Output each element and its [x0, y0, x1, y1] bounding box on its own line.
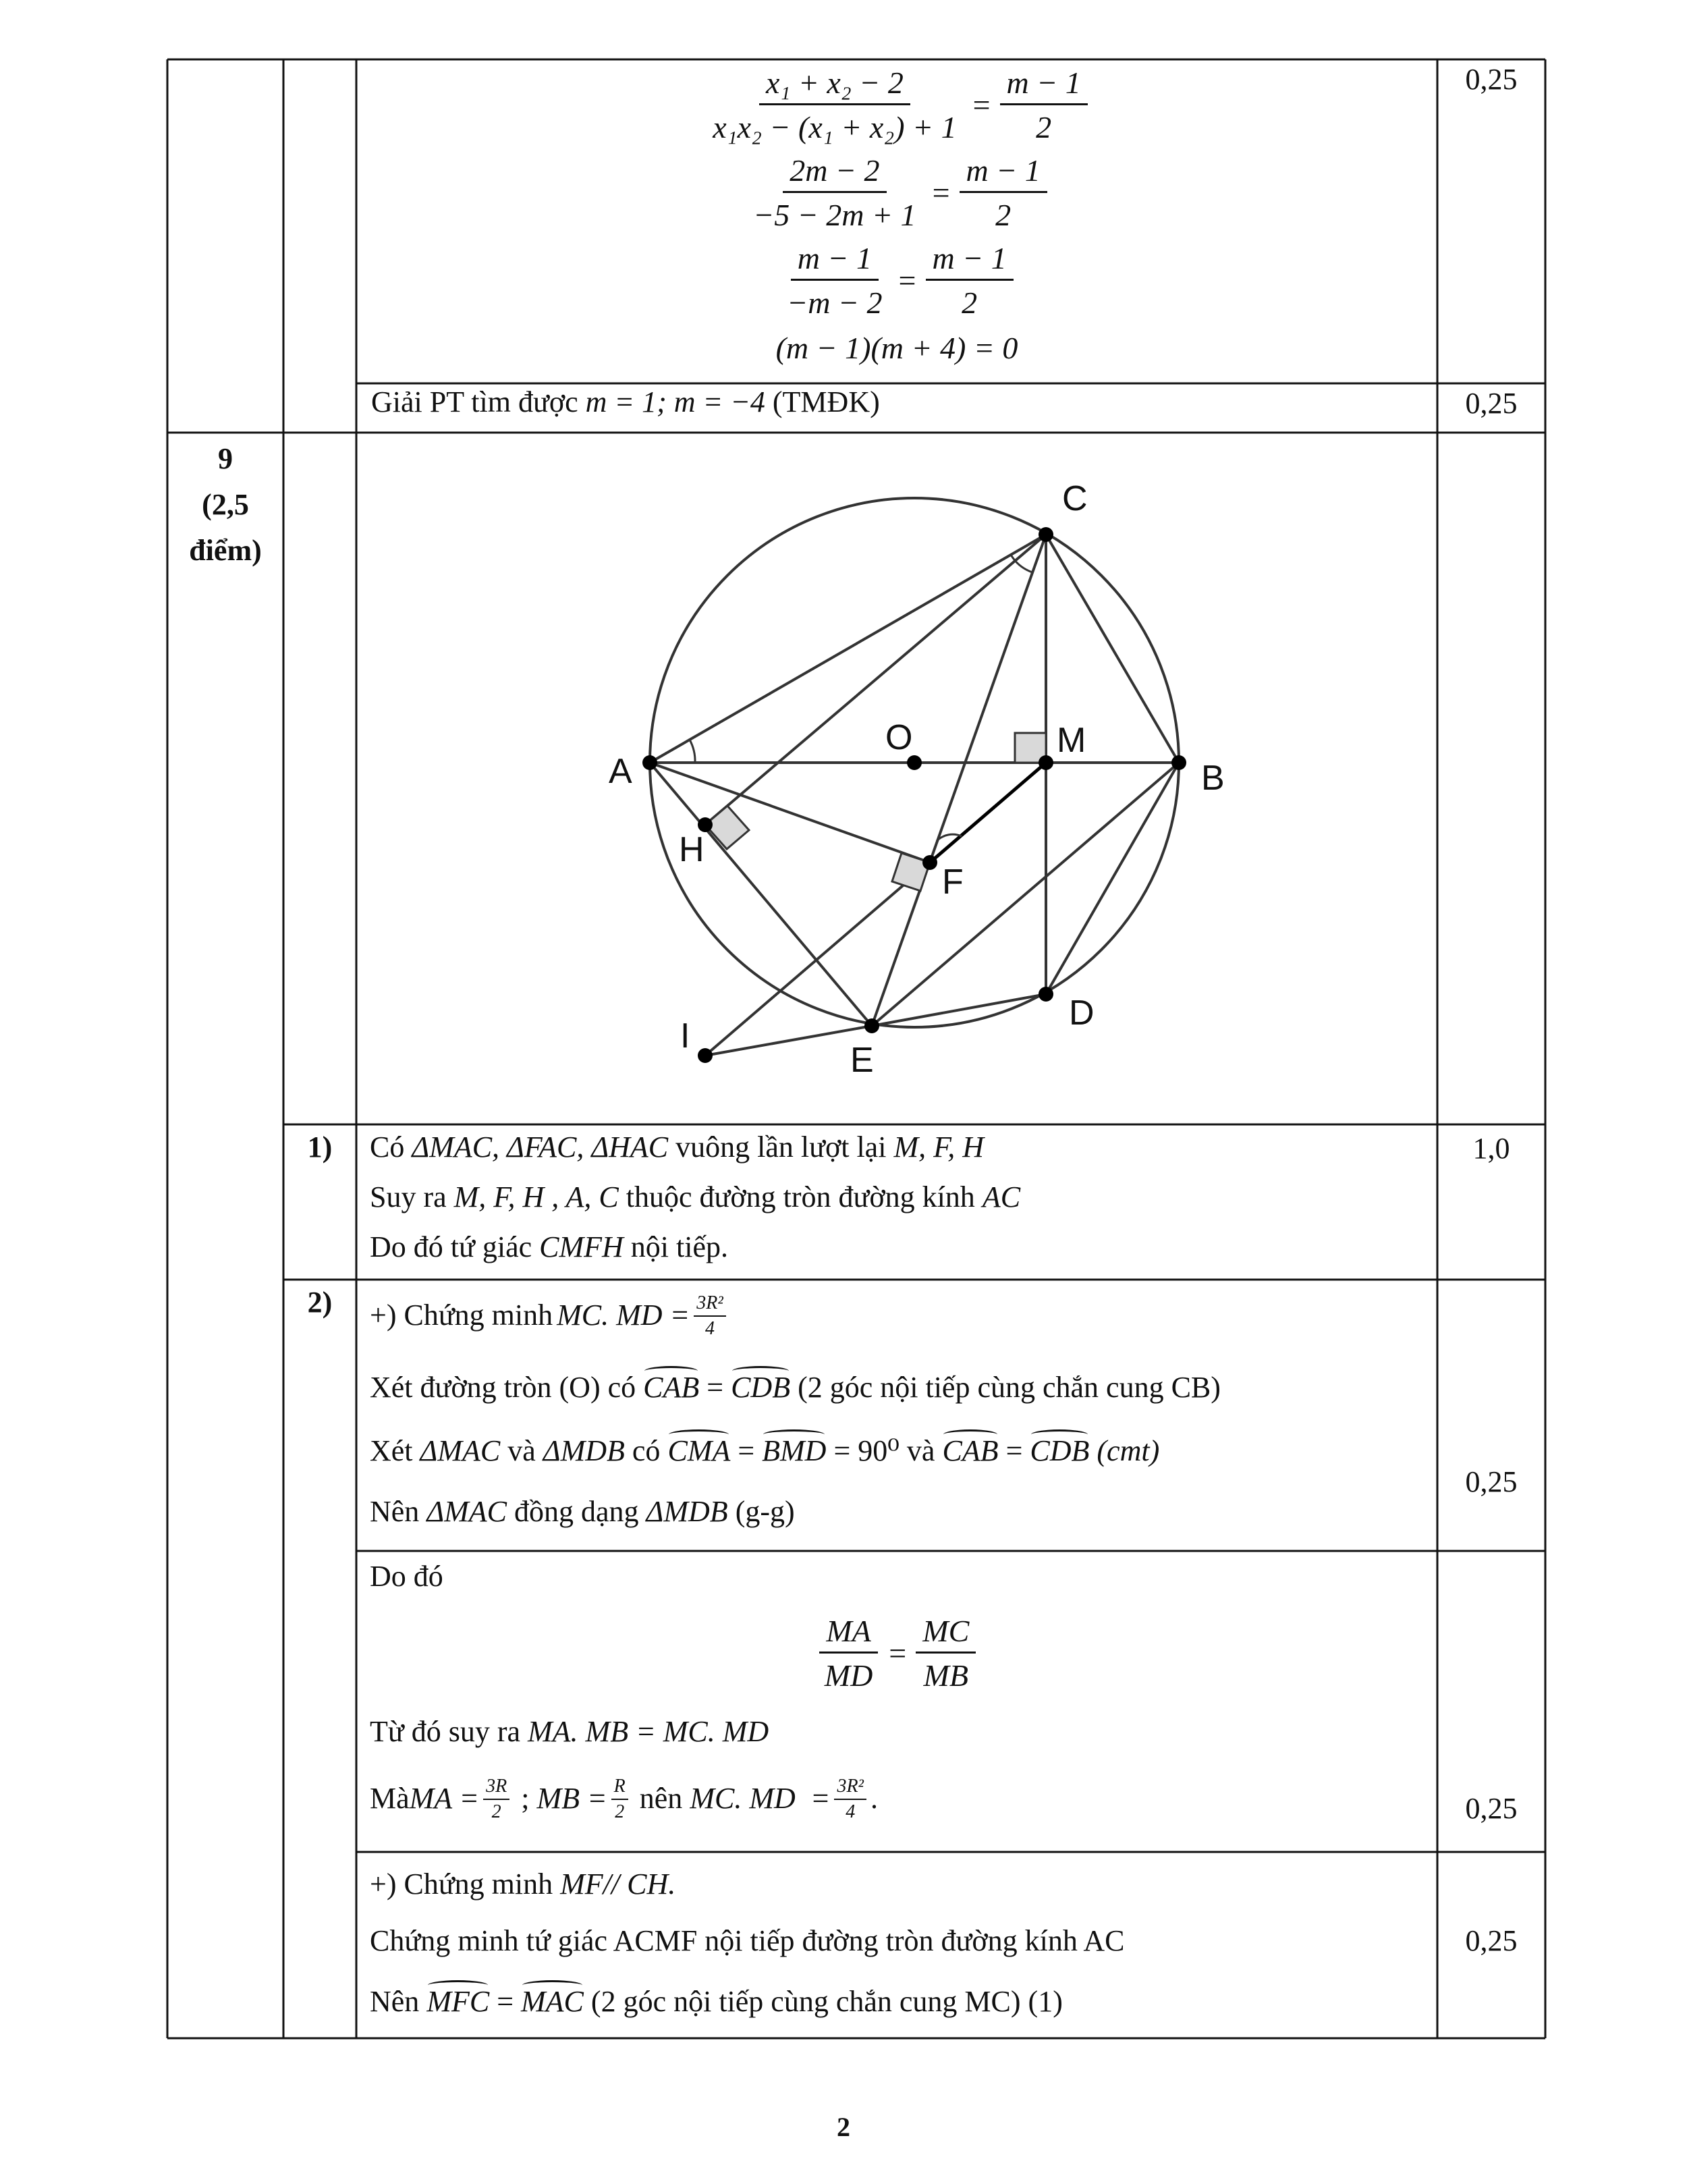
prove1-frac: [694, 1292, 726, 1340]
segment-bd: [1046, 763, 1179, 994]
label-e: E: [850, 1041, 874, 1080]
angle-mark-a: [690, 740, 695, 763]
xet2-arc2: BMD: [762, 1434, 826, 1469]
tudo-line: [370, 1714, 769, 1750]
p1-l2-d: AC: [982, 1180, 1021, 1213]
xet2-eq2: =: [998, 1434, 1030, 1467]
ratio-n2: MC: [916, 1613, 976, 1654]
point-e: [864, 1018, 879, 1033]
dodo-line: Do đó: [370, 1560, 443, 1593]
ma-d: MB =: [536, 1782, 607, 1816]
prove2-a: +) Chứng minh: [370, 1867, 561, 1901]
xet2-line: [370, 1434, 1159, 1469]
part1-line2: [370, 1180, 1020, 1216]
ma-g: .: [870, 1782, 878, 1816]
p1-l1-a: Có: [370, 1130, 412, 1164]
p1-l3-c: nội tiếp.: [623, 1230, 728, 1263]
point-a: [642, 755, 657, 770]
question-points-2: điểm): [189, 534, 262, 568]
eq2-rhs-num: m − 1: [960, 153, 1047, 193]
part1-line3: [370, 1230, 728, 1265]
point-f: [922, 855, 937, 870]
ratio-equals: =: [889, 1636, 907, 1670]
xet2-e: có: [624, 1434, 668, 1467]
ma-a: Mà: [370, 1782, 410, 1816]
prove1-num: 3R²: [694, 1292, 726, 1317]
part2-score-c: 0,25: [1465, 1924, 1518, 1957]
xet2-a: Xét: [370, 1434, 420, 1467]
part1-score: 1,0: [1472, 1132, 1510, 1165]
xet1-arc2: CDB: [731, 1370, 790, 1406]
xet2-eq1: =: [730, 1434, 763, 1467]
eq3-equals: =: [898, 263, 916, 298]
ma-n2: R: [611, 1775, 628, 1800]
ma-d2: 2: [615, 1801, 625, 1822]
nen2-a: Nên: [370, 1985, 427, 2018]
eq3-rhs-den: 2: [962, 285, 978, 320]
eq3-lhs-num: m − 1: [791, 240, 879, 281]
solve-c: (TMĐK): [765, 385, 880, 418]
nen2-line: [370, 1984, 1063, 2020]
solve-a: Giải PT tìm được: [371, 385, 586, 418]
p1-l3-a: Do đó tứ giác: [370, 1230, 540, 1263]
eq3-lhs-den: −m − 2: [787, 285, 883, 320]
eq2-lhs-num: 2m − 2: [783, 153, 886, 193]
point-o: [907, 755, 922, 770]
segment-de: [872, 994, 1046, 1026]
point-m: [1039, 755, 1053, 770]
angle-mark-c: [1011, 555, 1032, 572]
label-b: B: [1201, 759, 1225, 798]
p1-l2-c: thuộc đường tròn đường kính: [618, 1180, 983, 1213]
ratio-d1: MD: [824, 1658, 873, 1693]
point-b: [1171, 755, 1186, 770]
nen-b: ΔMAC: [426, 1495, 507, 1528]
part1-label: 1): [307, 1130, 333, 1164]
part1-line1: [370, 1130, 984, 1166]
nen-e: (g-g): [727, 1495, 795, 1528]
p1-l2-b: M, F, H , A, C: [453, 1180, 619, 1213]
xet2-f: = 90⁰ và: [826, 1434, 943, 1467]
prove1-a: +) Chứng minh: [370, 1299, 553, 1332]
xet2-arc4: CDB: [1030, 1434, 1089, 1469]
ma-c: ;: [514, 1782, 537, 1816]
part2-label: 2): [307, 1286, 333, 1319]
ma-b: MA =: [409, 1782, 480, 1816]
ma-d3: 4: [846, 1801, 856, 1822]
ratio-n1: MA: [819, 1613, 877, 1654]
label-f: F: [942, 863, 964, 902]
solve-b: m = 1; m = −4: [585, 385, 765, 418]
point-c: [1039, 527, 1053, 542]
xet2-d: ΔMDB: [543, 1434, 625, 1467]
xet1-c: (2 góc nội tiếp cùng chắn cung CB): [790, 1371, 1221, 1404]
prove2-line: [370, 1867, 675, 1903]
eq3-rhs-num: m − 1: [926, 240, 1014, 281]
segment-ie: [705, 1026, 872, 1056]
prove1-den: 4: [705, 1317, 715, 1339]
eq1-equals: =: [972, 87, 991, 122]
ma-e: nên: [632, 1782, 690, 1816]
nen2-b: (2 góc nội tiếp cùng chắn cung MC) (1): [583, 1985, 1063, 2018]
point-d: [1039, 987, 1053, 1002]
page-number: 2: [837, 2112, 850, 2142]
nen2-eq: =: [489, 1985, 522, 2018]
label-h: H: [679, 830, 704, 869]
ma-frac3: [834, 1775, 866, 1823]
ma-d1: 2: [491, 1801, 501, 1822]
nen-line: [370, 1494, 795, 1530]
p1-l3-b: CMFH: [539, 1230, 624, 1263]
prove2-b: MF// CH.: [560, 1867, 676, 1901]
nen-a: Nên: [370, 1495, 427, 1528]
xet1-a: Xét đường tròn (O) có: [370, 1371, 644, 1404]
label-o: O: [885, 718, 913, 757]
xet1-eq: =: [699, 1371, 731, 1404]
eq1-rhs-num: m − 1: [1000, 65, 1088, 105]
label-c: C: [1062, 479, 1088, 518]
nen-c: đồng dạng: [507, 1495, 646, 1528]
label-i: I: [680, 1016, 690, 1056]
score-top-1: 0,25: [1465, 63, 1518, 96]
label-d: D: [1069, 993, 1095, 1033]
score-top-2: 0,25: [1465, 387, 1518, 420]
eq2-lhs-den: −5 − 2m + 1: [753, 197, 916, 232]
xet2-c: và: [500, 1434, 543, 1467]
p1-l1-b: ΔMAC, ΔFAC, ΔHAC: [412, 1130, 669, 1164]
ma-n1: 3R: [483, 1775, 509, 1800]
part2-score-a: 0,25: [1465, 1465, 1518, 1498]
xet1-arc1: CAB: [643, 1370, 699, 1406]
xet2-g: (cmt): [1089, 1434, 1160, 1467]
eq1-lhs-den: x₁x₂ − (x₁ + x₂) + 1: [713, 109, 957, 144]
ma-n3: 3R²: [834, 1775, 866, 1800]
p1-l1-c: vuông lần lượt lại: [668, 1130, 894, 1164]
xet1-line: [370, 1370, 1221, 1406]
eq1-lhs-num: x₁ + x₂ − 2: [759, 65, 910, 105]
p1-l1-d: M, F, H: [893, 1130, 985, 1164]
nen-d: ΔMDB: [646, 1495, 728, 1528]
prove1-line: [370, 1292, 730, 1340]
xet2-b: ΔMAC: [420, 1434, 501, 1467]
cm-line: Chứng minh tứ giác ACMF nội tiếp đường tròn đường kính AC: [370, 1924, 1125, 1957]
xet2-arc1: CMA: [667, 1434, 730, 1469]
ma-frac2: [611, 1775, 628, 1823]
question-number: 9: [218, 442, 233, 475]
tudo-a: Từ đó suy ra: [370, 1715, 528, 1748]
eq2-equals: =: [932, 175, 950, 210]
nen2-arc2: MAC: [521, 1984, 584, 2020]
label-m: M: [1057, 721, 1086, 760]
xet2-arc3: CAB: [942, 1434, 998, 1469]
ratio-d2: MB: [923, 1658, 968, 1693]
nen2-arc1: MFC: [426, 1984, 489, 2020]
part2-score-b: 0,25: [1465, 1792, 1518, 1825]
eq4-text: (m − 1)(m + 4) = 0: [775, 330, 1018, 365]
ma-f: MC. MD =: [690, 1782, 831, 1816]
ma-frac1: [483, 1775, 509, 1823]
eq1-rhs-den: 2: [1036, 109, 1052, 144]
label-a: A: [609, 752, 632, 791]
ratio-equation: [358, 1613, 1436, 1693]
question-points-1: (2,5: [202, 488, 249, 522]
ma-line: [370, 1775, 878, 1823]
ratio-line: [358, 1613, 1436, 1693]
prove1-b: MC. MD =: [557, 1299, 690, 1332]
eq2-rhs-den: 2: [995, 197, 1012, 232]
point-i: [698, 1048, 713, 1063]
p1-l2-a: Suy ra: [370, 1180, 454, 1213]
segment-ac: [650, 535, 1046, 763]
tudo-b: MA. MB = MC. MD: [528, 1715, 769, 1748]
